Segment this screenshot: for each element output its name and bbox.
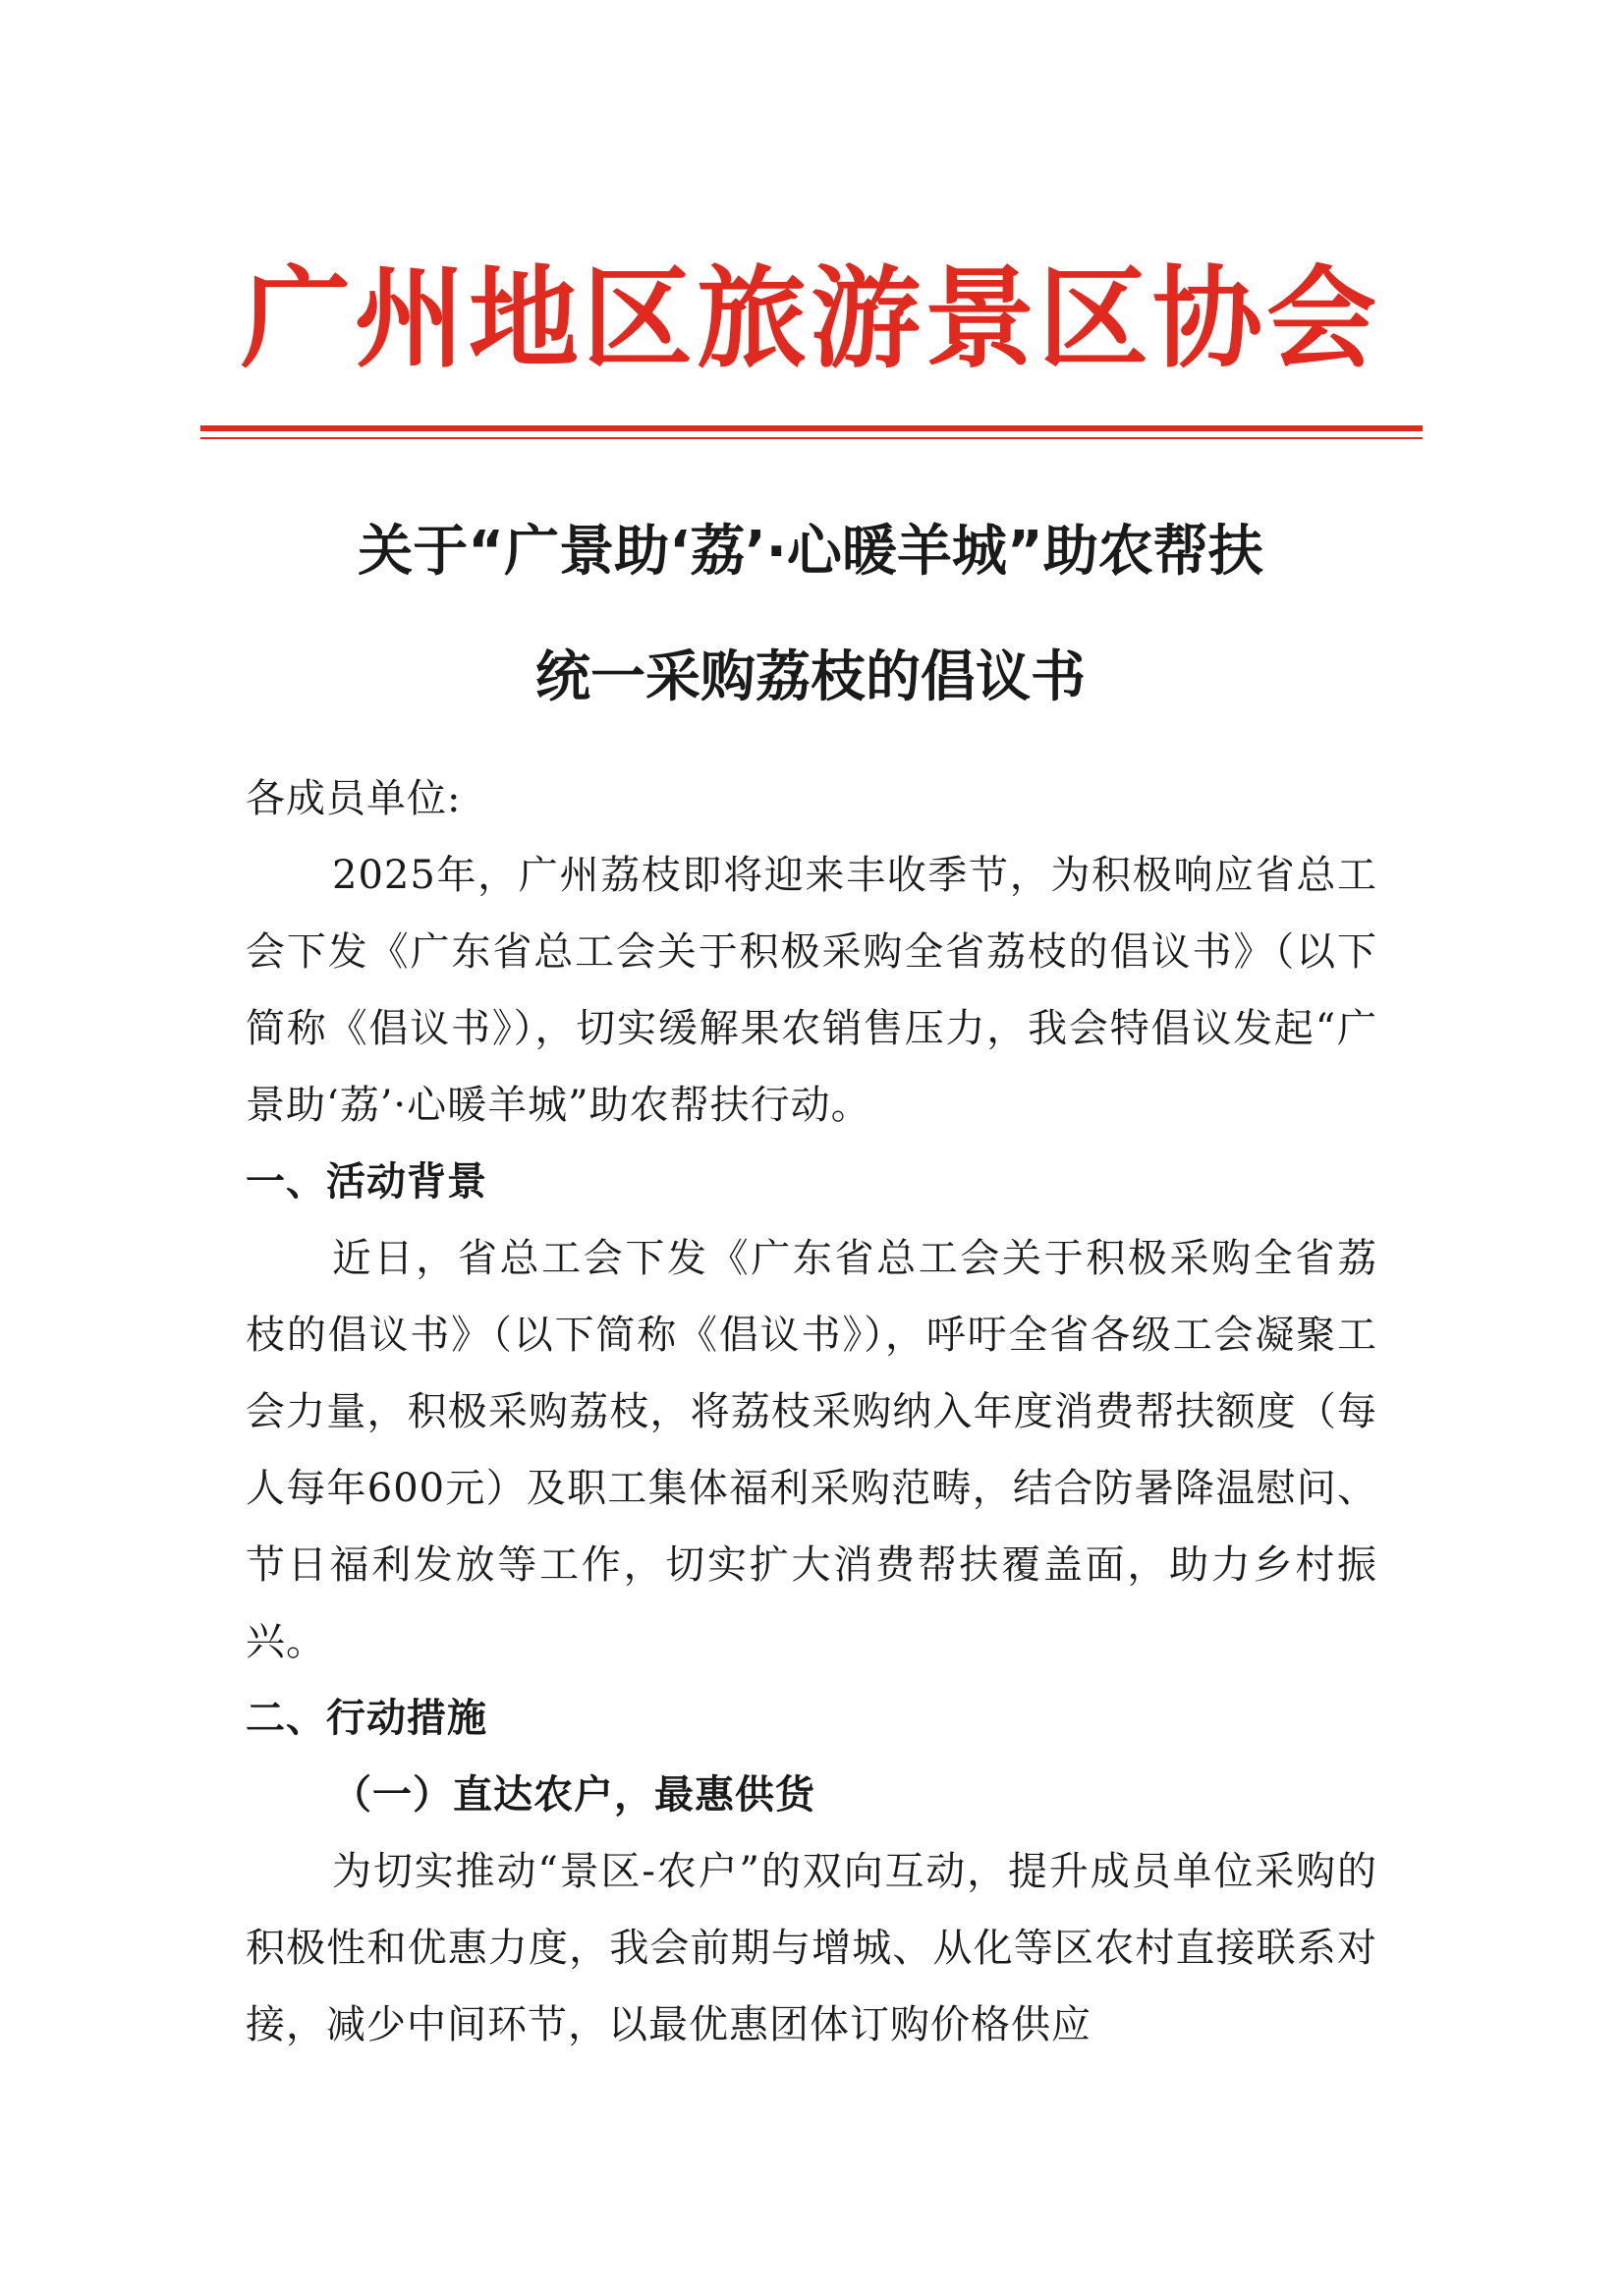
- section-heading-background: 一、活动背景: [246, 1159, 487, 1204]
- document-title-line-1: 关于“广景助‘荔’·心暖羊城”助农帮扶: [358, 520, 1263, 584]
- intro-paragraph: 2025年，广州荔枝即将迎来丰收季节，为积极响应省总工会下发《广东省总工会关于积极采购全省荔枝的倡议书》（以下简称《倡议书》），切实缓解果农销售压力，我会特倡议发起“广景助‘荔’·心暖羊城”助农帮扶行动。: [246, 853, 1377, 1128]
- document-title-line-2: 统一采购荔枝的倡议书: [535, 645, 1086, 709]
- section-paragraph-background: 近日，省总工会下发《广东省总工会关于积极采购全省荔枝的倡议书》（以下简称《倡议书》），呼吁全省各级工会凝聚工会力量，积极采购荔枝，将荔枝采购纳入年度消费帮扶额度（每人每年600元）及职工集体福利采购范畴，结合防暑降温慰问、节日福利发放等工作，切实扩大消费帮扶覆盖面，助力乡村振兴。: [246, 1236, 1377, 1664]
- masthead-rule-thick: [200, 425, 1423, 431]
- masthead-title: 广州地区旅游景区协会: [241, 254, 1380, 383]
- subsection-paragraph-direct-supply: 为切实推动“景区-农户”的双向互动，提升成员单位采购的积极性和优惠力度，我会前期与增城、从化等区农村直接联系对接，减少中间环节，以最优惠团体订购价格供应: [246, 1849, 1377, 2047]
- salutation: 各成员单位:: [246, 776, 462, 821]
- section-heading-measures: 二、行动措施: [246, 1696, 487, 1741]
- subsection-heading-direct-supply: （一）直达农户，最惠供货: [332, 1771, 815, 1818]
- document-body: [246, 760, 1377, 2063]
- masthead-rule-thin: [200, 437, 1423, 439]
